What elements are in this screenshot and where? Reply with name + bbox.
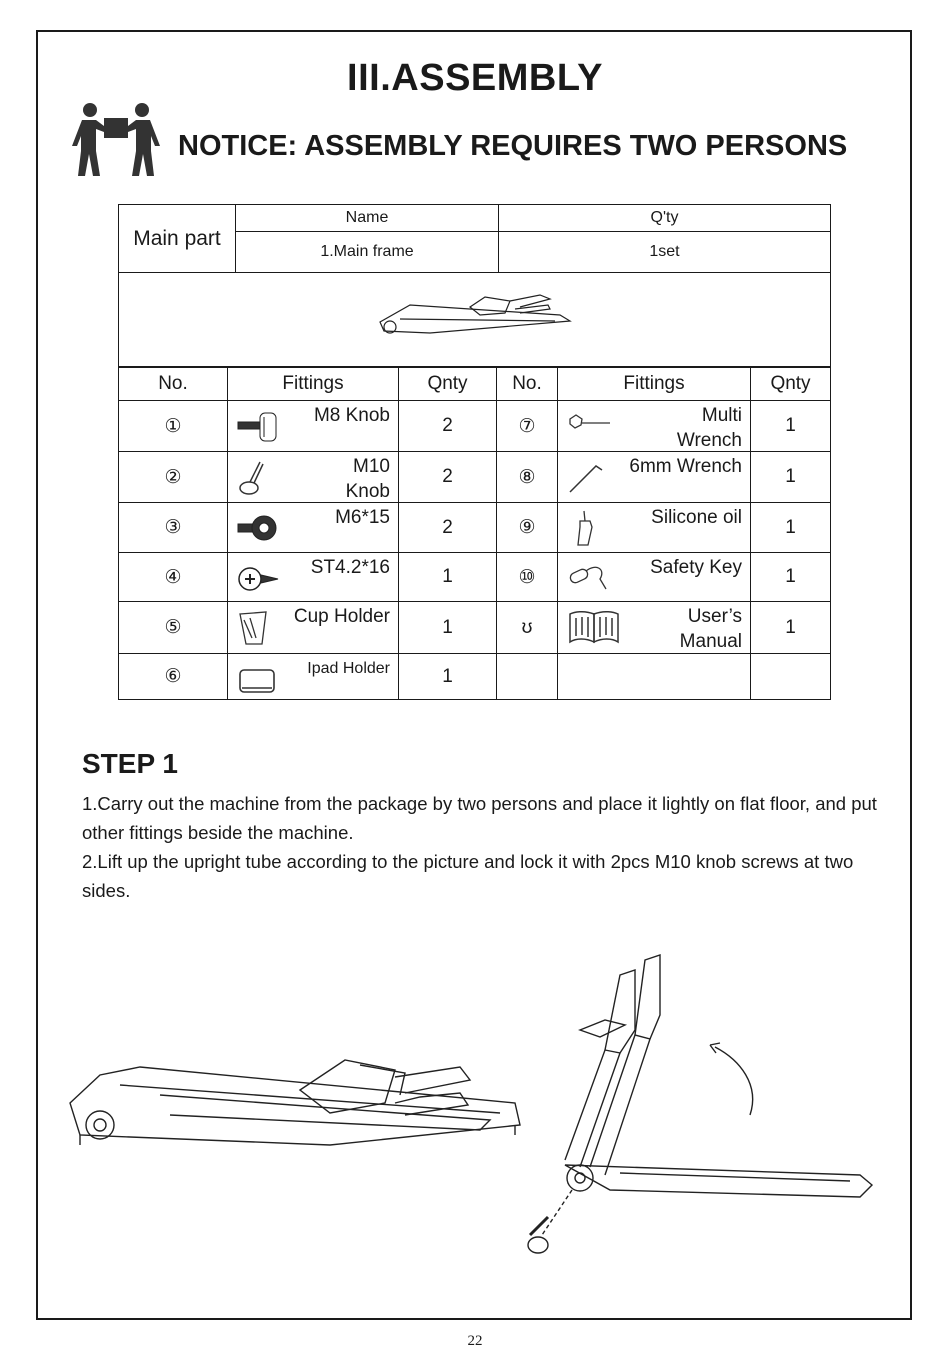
notice-text: NOTICE: ASSEMBLY REQUIRES TWO PERSONS xyxy=(178,130,848,162)
fitting-name-line2: Wrench xyxy=(676,430,742,451)
step1-illustration xyxy=(60,935,890,1265)
screw-icon xyxy=(236,559,280,597)
treadmill-frame-image xyxy=(370,287,580,347)
fitting-name-line2: Knob xyxy=(345,481,390,502)
main-frame-qty: 1set xyxy=(499,232,831,273)
table-row xyxy=(119,602,831,654)
fitting-name xyxy=(677,403,742,453)
fitting-cell xyxy=(558,401,751,452)
fitting-name: M6*15 xyxy=(335,507,390,528)
fitting-qty: 2 xyxy=(399,401,497,452)
item-number: ② xyxy=(119,452,228,503)
fitting-name: Safety Key xyxy=(650,557,742,578)
treadmill-folded-drawing xyxy=(70,1060,520,1145)
fitting-qty: 1 xyxy=(399,602,497,654)
col-no-header: No. xyxy=(497,368,558,401)
fitting-qty: 1 xyxy=(751,553,831,602)
safety-key-icon xyxy=(566,559,610,597)
fitting-name: Cup Holder xyxy=(293,606,390,627)
table-row xyxy=(119,401,831,452)
fitting-name: Ipad Holder xyxy=(307,660,390,677)
bolt-icon xyxy=(236,509,280,547)
fitting-name: M8 Knob xyxy=(313,405,390,426)
two-persons-icon xyxy=(70,102,162,178)
item-number: ⑥ xyxy=(119,654,228,700)
item-number: ⑩ xyxy=(497,553,558,602)
fitting-cell xyxy=(228,452,399,503)
table-row xyxy=(119,503,831,553)
hex-wrench-icon xyxy=(566,458,610,496)
empty-cell xyxy=(497,654,558,700)
item-number: ⑧ xyxy=(497,452,558,503)
col-fittings-header: Fittings xyxy=(558,368,751,401)
fittings-table xyxy=(118,367,831,700)
item-number: ⑦ xyxy=(497,401,558,452)
fitting-name-line1: M10 xyxy=(353,456,390,477)
fitting-cell xyxy=(228,553,399,602)
empty-cell xyxy=(751,654,831,700)
m8-knob-icon xyxy=(236,407,280,445)
main-part-table xyxy=(118,204,831,367)
fitting-cell xyxy=(228,602,399,654)
fitting-cell xyxy=(558,503,751,553)
manual-book-icon xyxy=(566,608,622,646)
table-row xyxy=(119,452,831,503)
main-part-label: Main part xyxy=(119,205,236,273)
fitting-name: Silicone oil xyxy=(651,507,742,528)
fitting-qty: 2 xyxy=(399,452,497,503)
item-number: ʊ xyxy=(497,602,558,654)
col-no-header: No. xyxy=(119,368,228,401)
fitting-qty: 1 xyxy=(399,553,497,602)
fitting-name: ST4.2*16 xyxy=(310,557,390,578)
fitting-cell xyxy=(228,654,399,700)
main-frame-name: 1.Main frame xyxy=(236,232,499,273)
cup-holder-icon xyxy=(236,608,280,646)
page-number: 22 xyxy=(467,1333,483,1349)
item-number: ⑤ xyxy=(119,602,228,654)
fitting-cell xyxy=(558,553,751,602)
item-number: ④ xyxy=(119,553,228,602)
ipad-holder-icon xyxy=(236,660,280,698)
fitting-qty: 1 xyxy=(399,654,497,700)
fitting-name xyxy=(346,454,390,504)
name-header: Name xyxy=(236,205,499,232)
empty-cell xyxy=(558,654,751,700)
fitting-cell xyxy=(228,401,399,452)
qty-header: Q'ty xyxy=(499,205,831,232)
item-number: ③ xyxy=(119,503,228,553)
fitting-cell xyxy=(228,503,399,553)
fitting-qty: 1 xyxy=(751,401,831,452)
step-title: STEP 1 xyxy=(82,748,178,779)
treadmill-unfolded-drawing xyxy=(528,955,872,1253)
col-fittings-header: Fittings xyxy=(228,368,399,401)
fitting-name xyxy=(680,604,742,654)
col-qnty-header: Qnty xyxy=(399,368,497,401)
table-row xyxy=(119,654,831,700)
fitting-cell xyxy=(558,602,751,654)
fitting-name: 6mm Wrench xyxy=(629,456,742,477)
col-qnty-header: Qnty xyxy=(751,368,831,401)
fitting-qty: 1 xyxy=(751,602,831,654)
step-paragraph: 2.Lift up the upright tube according to the picture and lock it with 2pcs M10 knob screws at two sides. xyxy=(82,851,854,901)
section-heading: III.ASSEMBLY xyxy=(347,57,603,99)
item-number: ① xyxy=(119,401,228,452)
fitting-qty: 1 xyxy=(751,452,831,503)
fitting-cell xyxy=(558,452,751,503)
main-frame-image-cell xyxy=(119,273,831,367)
item-number: ⑨ xyxy=(497,503,558,553)
fitting-qty: 2 xyxy=(399,503,497,553)
step-paragraph: 1.Carry out the machine from the package by two persons and place it lightly on flat floor, and put other fittings beside the machine. xyxy=(82,793,877,843)
fitting-name-line1: User’s xyxy=(687,606,742,627)
multi-wrench-icon xyxy=(566,407,610,445)
table-row xyxy=(119,553,831,602)
oil-bottle-icon xyxy=(566,509,610,547)
fitting-name-line1: Multi xyxy=(701,405,742,426)
fitting-name-line2: Manual xyxy=(679,631,742,652)
fitting-qty: 1 xyxy=(751,503,831,553)
m10-knob-icon xyxy=(236,458,280,496)
